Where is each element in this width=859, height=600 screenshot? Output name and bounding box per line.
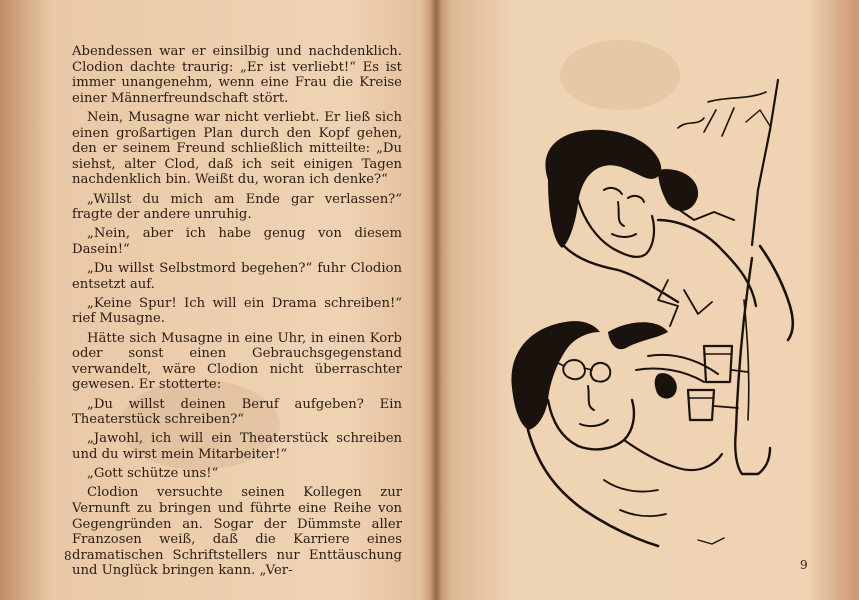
paragraph: „Gott schütze uns!“ [87, 466, 219, 482]
paragraph: Clodion versuchte seinen Kollegen zur Vernunft zu bringen und führte eine Reihe von Gegengründen an. Sogar der Dümmste aller Franzosen weiß, daß die Karriere eines dramatischen Schriftstellers nur Enttäuschung und Unglück bringen kann. „Ver- [72, 485, 402, 579]
paragraph: „Du willst deinen Beruf aufgeben? Ein Theaterstück schreiben?“ [72, 396, 402, 428]
right-page [438, 0, 859, 600]
paragraph: Nein, Musagne war nicht verliebt. Er ließ sich einen großartigen Plan durch den Kopf gehen, den er seinem Freund schließlich mitteilte: „Du siehst, alter Clod, daß ich seit einigen Tagen nachdenklich bin. Weißt du, woran ich denke?“ [72, 109, 402, 188]
paragraph: „Willst du mich am Ende gar verlassen?“ fragte der andere unruhig. [72, 191, 402, 223]
ink-sketch-illustration [508, 70, 838, 550]
paragraph: „Nein, aber ich habe genug von diesem Dasein!“ [72, 226, 402, 257]
body-text [72, 44, 402, 583]
paragraph: Hätte sich Musagne in eine Uhr, in einen Korb oder sonst einen Gebrauchsgegenstand verwandelt, wäre Clodion nicht überraschter gewesen. Er stotterte: [72, 330, 402, 393]
paragraph: Abendessen war er einsilbig und nachdenklich. Clodion dachte traurig: „Er ist verliebt!“ Es ist immer unangenehm, wenn eine Frau die Kreise einer Männerfreundschaft stört. [72, 44, 402, 106]
page-number-right: 9 [800, 558, 808, 572]
page-number-left: 8 [64, 549, 72, 563]
sketch-drawing [508, 70, 838, 550]
paragraph: „Keine Spur! Ich will ein Drama schreiben!“ rief Musagne. [72, 295, 402, 327]
paragraph: „Jawohl, ich will ein Theaterstück schreiben und du wirst mein Mitarbeiter!“ [72, 431, 402, 462]
paragraph: „Du willst Selbstmord begehen?“ fuhr Clodion entsetzt auf. [72, 261, 402, 292]
